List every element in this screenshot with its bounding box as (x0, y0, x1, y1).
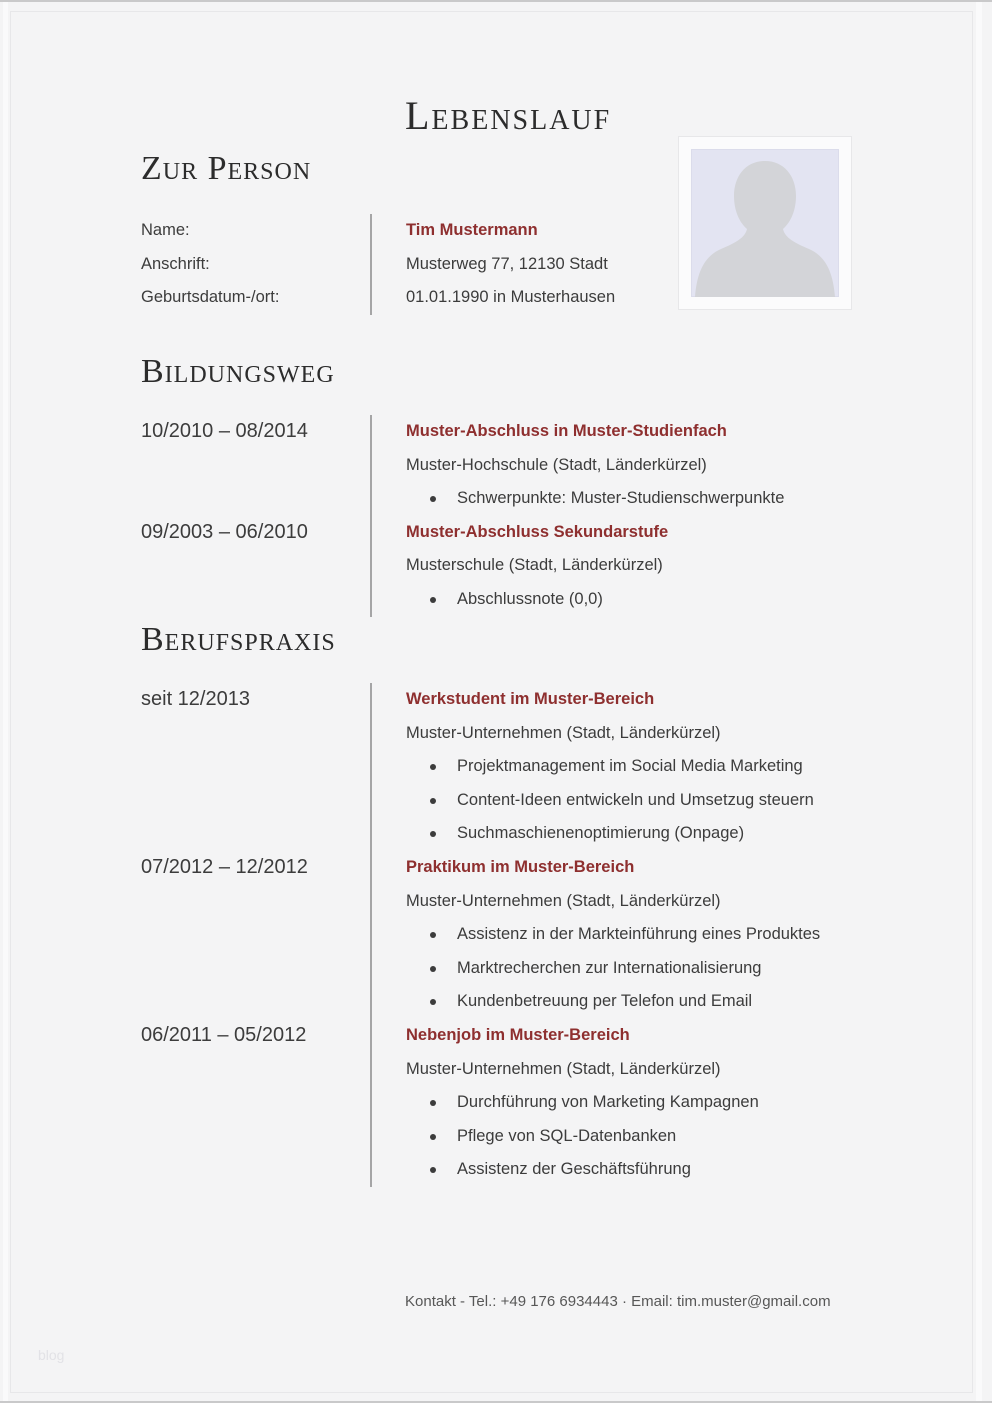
employer: Muster-Unternehmen (Stadt, Länderkürzel) (406, 723, 721, 742)
timeline-period: 09/2003 – 06/2010 (141, 520, 308, 543)
experience-entry (141, 683, 881, 851)
person-details (141, 214, 881, 315)
education-timeline (141, 415, 881, 617)
timeline-period: 10/2010 – 08/2014 (141, 420, 308, 442)
timeline-period: seit 12/2013 (141, 688, 250, 710)
bullet-item: Suchmaschienenoptimierung (Onpage) (406, 817, 881, 851)
field-label-birthdate: Geburtsdatum-/ort: (141, 288, 280, 307)
bullet-item: Assistenz der Geschäftsführung (406, 1153, 881, 1187)
degree-title: Muster-Abschluss in Muster-Studienfach (406, 422, 727, 440)
section-heading-education: Bildungsweg (141, 353, 335, 390)
bullet-item: Projektmanagement im Social Media Marketing (406, 750, 881, 784)
education-entry (141, 516, 881, 617)
field-label-address: Anschrift: (141, 254, 210, 273)
education-entry (141, 415, 881, 516)
person-labels-column (141, 214, 370, 315)
section-heading-experience: Berufspraxis (141, 621, 336, 658)
degree-title: Muster-Abschluss Sekundarstufe (406, 522, 669, 541)
page-edge-top (0, 0, 992, 2)
section-heading-person: Zur Person (141, 150, 312, 187)
experience-timeline (141, 683, 881, 1187)
field-label-name: Name: (141, 221, 190, 239)
job-title: Werkstudent im Muster-Bereich (406, 690, 655, 708)
bullet-item: Pflege von SQL-Datenbanken (406, 1120, 881, 1154)
job-title: Praktikum im Muster-Bereich (406, 857, 635, 876)
employer: Muster-Unternehmen (Stadt, Länderkürzel) (406, 1059, 721, 1078)
page-edge-left (3, 2, 8, 1401)
field-value-address: Musterweg 77, 12130 Stadt (406, 254, 608, 273)
field-value-name: Tim Mustermann (406, 221, 538, 239)
bullet-item: Schwerpunkte: Muster-Studienschwerpunkte (406, 482, 881, 516)
person-entry (141, 214, 881, 315)
experience-entry (141, 1019, 881, 1187)
bullet-item: Abschlussnote (0,0) (406, 583, 881, 617)
bullet-item: Kundenbetreuung per Telefon und Email (406, 985, 881, 1019)
experience-entry (141, 851, 881, 1019)
employer: Muster-Unternehmen (Stadt, Länderkürzel) (406, 891, 721, 910)
institution: Muster-Hochschule (Stadt, Länderkürzel) (406, 455, 707, 474)
timeline-period: 07/2012 – 12/2012 (141, 855, 308, 878)
watermark-blog: blog (38, 1347, 65, 1363)
job-title: Nebenjob im Muster-Bereich (406, 1025, 630, 1044)
page-edge-right (976, 2, 982, 1401)
person-values-column (370, 214, 881, 315)
field-value-birthdate: 01.01.1990 in Musterhausen (406, 288, 616, 307)
footer-contact: Kontakt - Tel.: +49 176 6934443 · Email: tim.muster@gmail.com (405, 1293, 831, 1310)
document-title: Lebenslauf (405, 93, 612, 138)
bullet-item: Durchführung von Marketing Kampagnen (406, 1086, 881, 1120)
bullet-item: Content-Ideen entwickeln und Umsetzug steuern (406, 784, 881, 818)
institution: Musterschule (Stadt, Länderkürzel) (406, 556, 663, 575)
bullet-item: Assistenz in der Markteinführung eines Produktes (406, 918, 881, 952)
bullet-item: Marktrecherchen zur Internationalisierung (406, 952, 881, 986)
timeline-period: 06/2011 – 05/2012 (141, 1023, 307, 1046)
